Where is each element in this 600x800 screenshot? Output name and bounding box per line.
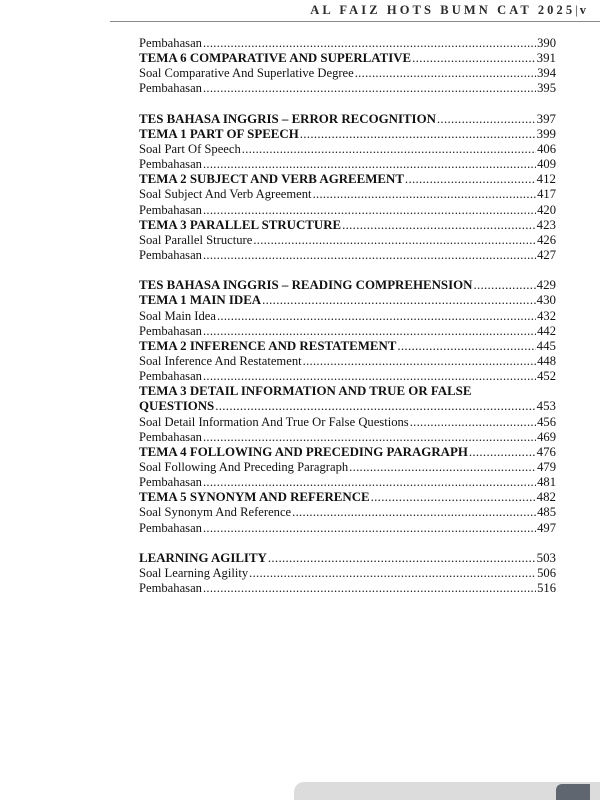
header-separator: | [575,3,578,17]
dot-leader [313,187,537,202]
toc-page-number: 394 [537,66,556,81]
toc-page-number: 390 [537,36,556,50]
toc-entry[interactable] [139,36,556,51]
dot-leader [203,324,536,339]
toc-entry[interactable] [139,324,556,339]
dot-leader [405,172,536,187]
toc-entry-label: Soal Inference And Restatement [139,353,302,368]
toc-page-number: 420 [537,202,556,217]
toc-entry[interactable] [139,142,556,157]
toc-page-number: 497 [537,520,556,535]
toc-page-number: 479 [537,459,556,474]
toc-entry[interactable] [139,460,556,475]
dot-leader [473,278,535,293]
toc-heading[interactable] [139,51,556,66]
toc-entry-label: TEMA 5 SYNONYM AND REFERENCE [139,490,370,505]
dot-leader [437,112,536,127]
toc-entry-continuation[interactable] [139,399,556,414]
toc-heading[interactable] [139,339,556,354]
toc-entry-label: LEARNING AGILITY [139,550,267,565]
book-title: AL FAIZ HOTS BUMN CAT 2025 [310,3,576,17]
dot-leader [253,233,536,248]
dot-leader [303,354,536,369]
toc-page-number: 409 [537,157,556,172]
toc-heading[interactable] [139,172,556,187]
dot-leader [203,36,536,51]
page-number: v [579,3,586,17]
dot-leader [342,218,536,233]
toc-page-number: 430 [536,293,556,308]
toc-heading[interactable] [139,112,556,127]
toc-entry[interactable] [139,566,556,581]
toc-entry-label: Soal Main Idea [139,308,216,323]
toc-entry-label: QUESTIONS [139,399,215,414]
toc-entry[interactable] [139,187,556,202]
toc-entry[interactable] [139,203,556,218]
toc-entry-label: Pembahasan [139,36,202,50]
toc-page-number: 456 [537,414,556,429]
toc-entry[interactable] [139,248,556,263]
dot-leader [355,66,536,81]
toc-entry[interactable] [139,415,556,430]
toc-entry-label: TEMA 2 SUBJECT AND VERB AGREEMENT [139,172,404,187]
toc-entry-label: TEMA 6 COMPARATIVE AND SUPERLATIVE [139,51,412,66]
toc-section-gap [139,97,556,112]
toc-entry-label: Pembahasan [139,202,202,217]
dot-leader [215,399,535,414]
toc-page-number: 485 [537,505,556,520]
toc-page-number: 406 [537,141,556,156]
toc-section-gap [139,536,556,551]
toc-entry-label: TEMA 2 INFERENCE AND RESTATEMENT [139,338,397,353]
toc-entry-label: TES BAHASA INGGRIS – ERROR RECOGNITION [139,111,436,126]
footer-logo-icon [556,784,590,800]
toc-entry-label: TEMA 1 PART OF SPEECH [139,126,299,141]
dot-leader [371,490,536,505]
dot-leader [203,369,536,384]
dot-leader [203,581,536,596]
toc-entry-label: Pembahasan [139,581,202,596]
toc-entry[interactable] [139,521,556,536]
dot-leader [262,293,536,308]
toc-page-number: 426 [537,232,556,247]
toc-section-gap [139,263,556,278]
dot-leader [203,475,536,490]
dot-leader [469,445,536,460]
toc-page-number: 481 [537,475,556,490]
toc-heading[interactable] [139,218,556,233]
toc-page-number: 506 [537,565,556,580]
table-of-contents [139,36,556,596]
toc-entry-label: Soal Subject And Verb Agreement [139,187,312,202]
toc-heading[interactable] [139,127,556,142]
toc-entry-label: Pembahasan [139,81,202,96]
toc-page-number: 445 [536,338,556,353]
toc-entry-label: TEMA 3 PARALLEL STRUCTURE [139,217,342,232]
dot-leader [203,203,536,218]
toc-entry-label: Pembahasan [139,429,202,444]
toc-page-number: 516 [537,581,556,596]
toc-entry-label: Soal Learning Agility [139,565,249,580]
toc-page-number: 412 [536,172,556,187]
toc-entry[interactable] [139,475,556,490]
toc-entry[interactable] [139,233,556,248]
toc-entry-label: Pembahasan [139,157,202,172]
toc-page-number: 453 [536,399,556,414]
dot-leader [292,505,536,520]
toc-entry-label: Soal Parallel Structure [139,232,253,247]
toc-heading[interactable] [139,293,556,308]
toc-entry[interactable] [139,505,556,520]
dot-leader [397,339,535,354]
toc-heading[interactable] [139,490,556,505]
toc-entry[interactable] [139,66,556,81]
toc-entry-label: TEMA 3 DETAIL INFORMATION AND TRUE OR FALSE [139,384,472,399]
toc-entry[interactable] [139,157,556,172]
toc-entry-label: TEMA 4 FOLLOWING AND PRECEDING PARAGRAPH [139,444,468,459]
dot-leader [300,127,536,142]
toc-page-number: 448 [537,353,556,368]
toc-entry-label: Pembahasan [139,369,202,384]
dot-leader [217,309,536,324]
viewer-footer-bar [294,782,600,800]
dot-leader [268,551,536,566]
toc-entry-label: Pembahasan [139,247,202,262]
toc-page-number: 397 [536,111,556,126]
toc-page-number: 442 [537,323,556,338]
toc-page-number: 429 [536,278,556,293]
toc-entry-label: Soal Comparative And Superlative Degree [139,66,354,81]
toc-entry[interactable] [139,581,556,596]
toc-entry-label: Pembahasan [139,520,202,535]
toc-entry-label: Pembahasan [139,475,202,490]
toc-entry-label: Soal Following And Preceding Paragraph [139,459,349,474]
toc-page-number: 452 [537,369,556,384]
toc-entry-label: Pembahasan [139,323,202,338]
dot-leader [410,415,536,430]
toc-entry-label: Soal Synonym And Reference [139,505,292,520]
dot-leader [203,248,536,263]
toc-heading[interactable] [139,278,556,293]
toc-page-number: 469 [537,429,556,444]
toc-entry-label: TES BAHASA INGGRIS – READING COMPREHENSION [139,278,473,293]
toc-entry[interactable] [139,81,556,96]
toc-page-number: 432 [537,308,556,323]
dot-leader [203,81,536,96]
toc-entry[interactable] [139,309,556,324]
dot-leader [249,566,536,581]
toc-heading[interactable] [139,551,556,566]
toc-page-number: 391 [536,51,556,66]
header-rule [110,21,600,22]
toc-entry-label: Soal Part Of Speech [139,141,241,156]
toc-page-number: 399 [536,126,556,141]
toc-heading[interactable] [139,445,556,460]
running-header [310,3,586,18]
dot-leader [203,157,536,172]
dot-leader [412,51,536,66]
toc-page-number: 482 [536,490,556,505]
toc-entry-label: Soal Detail Information And True Or False Questions [139,414,409,429]
toc-entry[interactable] [139,354,556,369]
toc-page-number: 395 [537,81,556,96]
toc-page-number: 427 [537,247,556,262]
toc-entry[interactable] [139,384,556,399]
dot-leader [203,430,536,445]
dot-leader [242,142,536,157]
dot-leader [203,521,536,536]
toc-page-number: 503 [536,550,556,565]
toc-entry[interactable] [139,369,556,384]
toc-page-number: 417 [537,187,556,202]
toc-page-number: 423 [536,217,556,232]
toc-entry[interactable] [139,430,556,445]
dot-leader [349,460,536,475]
toc-entry-label: TEMA 1 MAIN IDEA [139,293,262,308]
toc-page-number: 476 [536,444,556,459]
